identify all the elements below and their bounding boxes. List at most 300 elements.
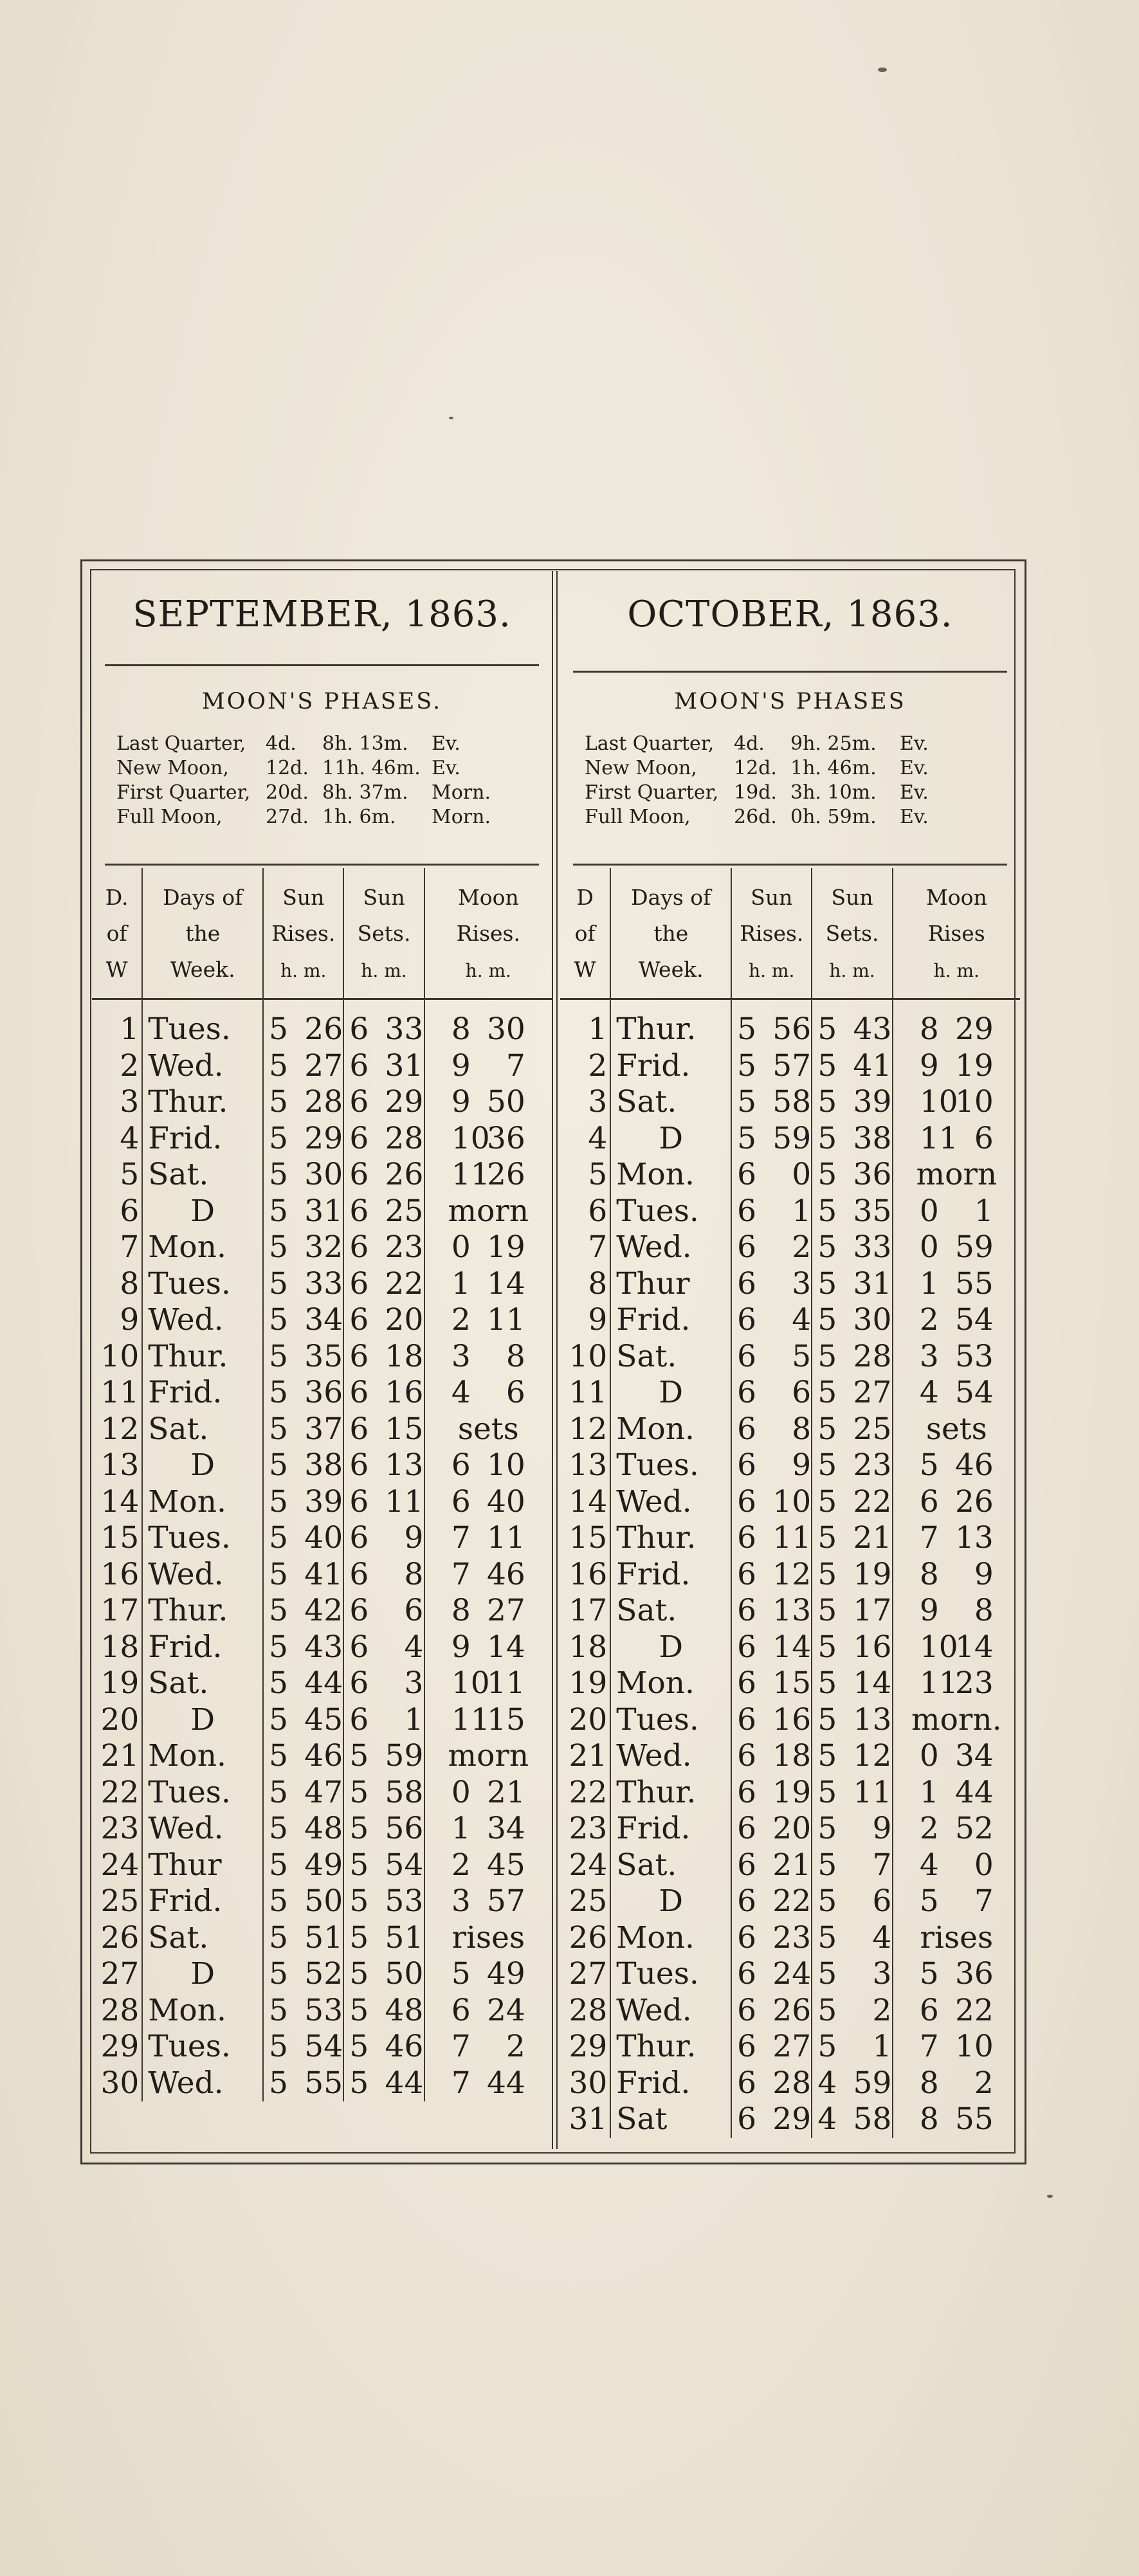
weekday: Mon.: [142, 1229, 263, 1266]
sun-sets-cell: [812, 1339, 892, 1375]
sun-sets-cell: [812, 1629, 892, 1666]
time-value: 5 27: [269, 1048, 343, 1084]
time-value: 6 4: [737, 1302, 812, 1338]
time-value: 7 2: [451, 2029, 525, 2064]
sun-rises-cell: [263, 1847, 343, 1884]
sun-rises-cell: [731, 1157, 812, 1193]
weekday: Frid.: [610, 1302, 731, 1339]
moon-rises-cell: [424, 1557, 552, 1593]
time-value: 6 40: [451, 1483, 525, 1519]
time-value: 5 4: [817, 1919, 892, 1955]
weekday: Frid.: [142, 1883, 263, 1920]
month-title: OCTOBER, 1863.: [627, 594, 953, 635]
moon-rises-cell: [893, 1157, 1020, 1193]
sun-sets-cell: [812, 1920, 892, 1957]
table-row: [92, 1266, 552, 1303]
table-row: [560, 1593, 1020, 1629]
weekday: Mon.: [610, 1157, 731, 1193]
sun-sets-cell: [343, 2065, 424, 2102]
time-value: 6 29: [737, 2101, 812, 2137]
time-value: 1 44: [919, 1774, 994, 1810]
day-number: 22: [100, 1774, 140, 1810]
time-value: 5 48: [269, 1811, 343, 1846]
day-number: 25: [569, 1883, 608, 1919]
sun-rises-cell: [731, 1121, 812, 1157]
time-value: 9 14: [451, 1629, 525, 1665]
weekday: Sat.: [610, 1084, 731, 1121]
sun-sets-cell: [343, 1447, 424, 1484]
header-moon-rises: Moon Rises. h. m.: [424, 868, 552, 999]
weekday: Tues.: [142, 1266, 263, 1303]
sun-rises-cell: [731, 2101, 812, 2138]
time-value: 3 8: [451, 1338, 525, 1374]
table-row: [92, 999, 552, 1048]
time-value: 6 6: [349, 1593, 424, 1628]
time-value: 6 8: [349, 1556, 424, 1592]
table-row: [92, 2065, 552, 2102]
sun-sets-cell: [343, 1121, 424, 1157]
table-row: [92, 1229, 552, 1266]
table-row: [560, 1193, 1020, 1230]
table-row: [560, 1229, 1020, 1266]
sun-sets-cell: [812, 1956, 892, 1993]
weekday: D: [610, 1883, 731, 1920]
table-row: [560, 1520, 1020, 1557]
time-value: 3 57: [451, 1883, 525, 1919]
time-value: 5 29: [269, 1120, 343, 1156]
weekday: Mon.: [610, 1920, 731, 1957]
table-row: [92, 1048, 552, 1085]
sun-sets-cell: [343, 1157, 424, 1193]
moon-rises-cell: [424, 1484, 552, 1521]
table-row: [92, 1883, 552, 1920]
weekday: Tues.: [610, 1702, 731, 1739]
sun-sets-cell: [343, 1956, 424, 1993]
sun-sets-cell: [343, 1339, 424, 1375]
sun-rises-cell: [731, 1484, 812, 1521]
time-value: 6 8: [737, 1411, 812, 1447]
day-number: 24: [100, 1847, 140, 1883]
month-divider: [552, 571, 558, 2149]
time-value: 5 55: [269, 2065, 343, 2101]
day-number: 11: [100, 1375, 140, 1410]
table-row: [92, 1157, 552, 1193]
sun-rises-cell: [263, 1302, 343, 1339]
weekday: Sat.: [142, 1665, 263, 1702]
moon-rises-cell: [424, 1883, 552, 1920]
weekday: Wed.: [142, 2065, 263, 2102]
day-number: 3: [588, 1084, 608, 1120]
time-value: 5 33: [817, 1229, 892, 1265]
day-number: 25: [100, 1883, 140, 1919]
time-value: 5 26: [269, 1011, 343, 1047]
moon-phases-heading: MOON'S PHASES.: [201, 689, 442, 714]
time-value: 5 43: [817, 1011, 892, 1047]
time-word: morn: [448, 1193, 529, 1229]
moon-rises-cell: [424, 2065, 552, 2102]
time-value: 6 13: [737, 1593, 812, 1628]
table-row: [92, 1447, 552, 1484]
table-row: [560, 1883, 1020, 1920]
time-value: 6 12: [737, 1556, 812, 1592]
time-value: 6 18: [349, 1338, 424, 1374]
time-value: 5 46: [269, 1738, 343, 1773]
day-number: 28: [569, 1992, 608, 2028]
table-row: [560, 1302, 1020, 1339]
sun-rises-cell: [263, 2029, 343, 2065]
day-number: 19: [569, 1665, 608, 1701]
sun-sets-cell: [812, 1993, 892, 2029]
table-row: [92, 1520, 552, 1557]
time-value: 5 6: [817, 1883, 892, 1919]
sun-sets-cell: [812, 1375, 892, 1411]
header-sun-sets: Sun Sets. h. m.: [343, 868, 424, 999]
table-row: [560, 1411, 1020, 1448]
day-number: 15: [569, 1520, 608, 1556]
sun-sets-cell: [812, 1484, 892, 1521]
paper-blemish: [1047, 2195, 1053, 2198]
moon-rises-cell: [893, 1229, 1020, 1266]
table-header-row: [560, 868, 1020, 999]
time-value: 6 25: [349, 1193, 424, 1229]
moon-rises-cell: [424, 1339, 552, 1375]
moon-rises-cell: [424, 1738, 552, 1775]
day-number: 12: [569, 1411, 608, 1447]
time-value: 9 19: [919, 1048, 994, 1084]
table-row: [92, 1484, 552, 1521]
weekday: Frid.: [142, 1375, 263, 1411]
table-row: [92, 1375, 552, 1411]
sun-sets-cell: [812, 1738, 892, 1775]
day-number: 2: [588, 1048, 608, 1084]
table-row: [92, 1775, 552, 1811]
time-value: 6 1: [737, 1193, 812, 1229]
time-value: 5 41: [817, 1048, 892, 1084]
sun-sets-cell: [343, 1993, 424, 2029]
moon-rises-cell: [424, 1811, 552, 1847]
day-number: 24: [569, 1847, 608, 1883]
phase-full-moon: Full Moon, 27d. 1h. 6m. Morn.: [116, 806, 491, 828]
time-value: 5 22: [817, 1483, 892, 1519]
day-number: 9: [120, 1302, 140, 1338]
table-row: [560, 1447, 1020, 1484]
time-value: 5 32: [269, 1229, 343, 1265]
sun-sets-cell: [812, 1048, 892, 1085]
weekday: Wed.: [142, 1811, 263, 1847]
day-number: 19: [100, 1665, 140, 1701]
day-number: 2: [120, 1048, 140, 1084]
time-value: 5 28: [817, 1338, 892, 1374]
weekday: Wed.: [610, 1229, 731, 1266]
time-value: 6 20: [737, 1811, 812, 1846]
time-value: 4 58: [817, 2101, 892, 2137]
day-number: 26: [569, 1919, 608, 1955]
moon-rises-cell: [424, 1447, 552, 1484]
time-value: 5 36: [919, 1956, 994, 1991]
day-number: 10: [569, 1338, 608, 1374]
moon-rises-cell: [893, 1847, 1020, 1884]
day-number: 29: [569, 2029, 608, 2064]
day-number: 18: [100, 1629, 140, 1665]
paper-blemish: [449, 417, 453, 419]
header-day-of-week: D. of W: [92, 868, 142, 999]
time-value: 5 53: [269, 1992, 343, 2028]
weekday: Sat.: [142, 1920, 263, 1957]
sun-sets-cell: [343, 1811, 424, 1847]
table-row: [560, 1375, 1020, 1411]
time-value: 6 31: [349, 1048, 424, 1084]
day-number: 5: [588, 1157, 608, 1192]
table-row: [560, 1339, 1020, 1375]
weekday: D: [610, 1629, 731, 1666]
time-value: 5 3: [817, 1956, 892, 1991]
weekday: Frid.: [610, 1557, 731, 1593]
moon-rises-cell: [893, 1920, 1020, 1957]
weekday: Wed.: [142, 1048, 263, 1085]
sun-rises-cell: [263, 1375, 343, 1411]
table-row: [92, 1811, 552, 1847]
day-number: 5: [120, 1157, 140, 1192]
sun-rises-cell: [731, 1956, 812, 1993]
day-number: 31: [569, 2101, 608, 2137]
weekday: Tues.: [610, 1193, 731, 1230]
moon-rises-cell: [893, 1775, 1020, 1811]
weekday: Wed.: [610, 1484, 731, 1521]
sun-rises-cell: [263, 1811, 343, 1847]
sun-sets-cell: [343, 1266, 424, 1303]
sun-rises-cell: [731, 1593, 812, 1629]
day-number: 7: [588, 1229, 608, 1265]
moon-rises-cell: [893, 1993, 1020, 2029]
time-value: 5 33: [269, 1265, 343, 1302]
time-value: 5 53: [349, 1883, 424, 1919]
time-value: 11 26: [451, 1157, 525, 1192]
day-number: 14: [100, 1483, 140, 1519]
moon-rises-cell: [893, 1339, 1020, 1375]
paper-blemish: [878, 68, 887, 72]
time-value: 5 30: [817, 1302, 892, 1338]
table-row: [560, 1775, 1020, 1811]
time-value: 6 28: [349, 1120, 424, 1156]
table-row: [92, 1193, 552, 1230]
header-days-of-week: Days of the Week.: [610, 868, 731, 999]
moon-rises-cell: [893, 1121, 1020, 1157]
moon-rises-cell: [893, 1484, 1020, 1521]
day-number: 28: [100, 1992, 140, 2028]
sun-rises-cell: [731, 1811, 812, 1847]
time-value: 0 1: [919, 1193, 994, 1229]
time-value: 1 14: [451, 1265, 525, 1302]
sun-sets-cell: [343, 1084, 424, 1121]
weekday: Thur.: [610, 1775, 731, 1811]
time-value: 6 28: [737, 2065, 812, 2101]
sun-rises-cell: [731, 1339, 812, 1375]
moon-rises-cell: [424, 1993, 552, 2029]
sun-rises-cell: [731, 1447, 812, 1484]
moon-rises-cell: [893, 1956, 1020, 1993]
time-value: 9 50: [451, 1084, 525, 1120]
time-value: 6 26: [349, 1157, 424, 1192]
sun-rises-cell: [263, 1557, 343, 1593]
sun-sets-cell: [343, 1883, 424, 1920]
sun-sets-cell: [343, 1629, 424, 1666]
sun-rises-cell: [263, 1593, 343, 1629]
sun-rises-cell: [731, 999, 812, 1048]
time-value: 5 39: [817, 1084, 892, 1120]
day-number: 29: [100, 2029, 140, 2064]
sun-sets-cell: [343, 1702, 424, 1739]
sun-rises-cell: [731, 1738, 812, 1775]
weekday: Frid.: [142, 1121, 263, 1157]
weekday: D: [142, 1702, 263, 1739]
weekday: Tues.: [142, 1520, 263, 1557]
sun-sets-cell: [812, 1557, 892, 1593]
moon-rises-cell: [424, 1956, 552, 1993]
moon-rises-cell: [424, 1520, 552, 1557]
time-value: 0 21: [451, 1774, 525, 1810]
weekday: Wed.: [610, 1993, 731, 2029]
time-value: 11 23: [919, 1665, 994, 1701]
time-value: 6 3: [349, 1665, 424, 1701]
time-value: 5 49: [451, 1956, 525, 1991]
sun-sets-cell: [343, 1557, 424, 1593]
time-value: 8 55: [919, 2101, 994, 2137]
time-value: 6 27: [737, 2029, 812, 2064]
sun-sets-cell: [812, 2101, 892, 2138]
time-value: 6 1: [349, 1701, 424, 1737]
day-number: 12: [100, 1411, 140, 1447]
sun-rises-cell: [731, 1629, 812, 1666]
moon-rises-cell: [893, 1883, 1020, 1920]
day-number: 6: [588, 1193, 608, 1229]
weekday: Frid.: [610, 2065, 731, 2102]
day-number: 8: [588, 1265, 608, 1302]
weekday: Tues.: [142, 1775, 263, 1811]
time-value: 10 10: [919, 1084, 994, 1120]
sun-sets-cell: [812, 2065, 892, 2102]
moon-rises-cell: [893, 1629, 1020, 1666]
time-value: 4 59: [817, 2065, 892, 2101]
day-number: 27: [569, 1956, 608, 1991]
table-row: [560, 2101, 1020, 2138]
weekday: D: [610, 1121, 731, 1157]
time-value: 8 30: [451, 1011, 525, 1047]
time-value: 5 48: [349, 1992, 424, 2028]
time-value: 6 14: [737, 1629, 812, 1665]
time-value: 6 20: [349, 1302, 424, 1338]
table-row: [92, 2029, 552, 2065]
table-row: [560, 1629, 1020, 1666]
moon-rises-cell: [893, 1193, 1020, 1230]
sun-sets-cell: [343, 1847, 424, 1884]
table-row: [92, 1993, 552, 2029]
time-value: 6 21: [737, 1847, 812, 1883]
time-value: 6 2: [737, 1229, 812, 1265]
sun-rises-cell: [731, 1920, 812, 1957]
day-number: 20: [569, 1701, 608, 1737]
sun-sets-cell: [812, 1302, 892, 1339]
table-row: [560, 1157, 1020, 1193]
moon-rises-cell: [893, 1411, 1020, 1448]
sun-sets-cell: [343, 1520, 424, 1557]
sun-rises-cell: [263, 1775, 343, 1811]
table-row: [92, 1302, 552, 1339]
moon-rises-cell: [893, 1302, 1020, 1339]
sun-rises-cell: [731, 1993, 812, 2029]
time-word: morn: [448, 1738, 529, 1773]
october-panel: [560, 571, 1020, 2149]
moon-rises-cell: [893, 1702, 1020, 1739]
time-value: 6 33: [349, 1011, 424, 1047]
day-number: 1: [120, 1011, 140, 1047]
time-value: 5 58: [349, 1774, 424, 1810]
sun-sets-cell: [812, 1847, 892, 1884]
header-sun-rises: Sun Rises. h. m.: [263, 868, 343, 999]
sun-sets-cell: [343, 1411, 424, 1448]
time-value: 5 36: [269, 1375, 343, 1410]
weekday: Sat.: [610, 1593, 731, 1629]
sun-sets-cell: [343, 1593, 424, 1629]
time-value: 5 44: [349, 2065, 424, 2101]
time-value: 5 1: [817, 2029, 892, 2064]
sun-sets-cell: [812, 1520, 892, 1557]
moon-rises-cell: [424, 1121, 552, 1157]
sun-rises-cell: [731, 1375, 812, 1411]
time-value: 5 39: [269, 1483, 343, 1519]
time-value: 6 26: [919, 1483, 994, 1519]
day-number: 17: [100, 1593, 140, 1628]
weekday: Frid.: [610, 1811, 731, 1847]
september-panel: [92, 571, 552, 2149]
day-number: 30: [100, 2065, 140, 2101]
time-value: 5 56: [737, 1011, 812, 1047]
time-value: 6 16: [737, 1701, 812, 1737]
weekday: Thur.: [142, 1339, 263, 1375]
sun-rises-cell: [731, 1775, 812, 1811]
weekday: D: [610, 1375, 731, 1411]
table-row: [560, 1121, 1020, 1157]
day-number: 13: [100, 1447, 140, 1483]
sun-rises-cell: [263, 1484, 343, 1521]
weekday: Sat.: [610, 1339, 731, 1375]
time-value: 6 22: [349, 1265, 424, 1302]
time-value: 9 8: [919, 1593, 994, 1628]
moon-rises-cell: [893, 2065, 1020, 2102]
time-value: 6 16: [349, 1375, 424, 1410]
time-value: 9 7: [451, 1048, 525, 1084]
time-value: 5 25: [817, 1411, 892, 1447]
time-value: 6 15: [349, 1411, 424, 1447]
table-row: [92, 1339, 552, 1375]
time-value: 8 29: [919, 1011, 994, 1047]
moon-phases-list: [585, 732, 1009, 830]
weekday: Sat.: [610, 1847, 731, 1884]
moon-rises-cell: [424, 1775, 552, 1811]
day-number: 23: [100, 1811, 140, 1846]
sun-sets-cell: [812, 1193, 892, 1230]
weekday: Thur.: [610, 999, 731, 1048]
time-value: 5 38: [817, 1120, 892, 1156]
table-row: [560, 1993, 1020, 2029]
weekday: Tues.: [142, 999, 263, 1048]
weekday: Mon.: [142, 1738, 263, 1775]
phases-rule: [573, 864, 1007, 866]
weekday: Frid.: [142, 1629, 263, 1666]
table-row: [92, 1084, 552, 1121]
sun-rises-cell: [731, 1883, 812, 1920]
day-number: 1: [588, 1011, 608, 1047]
time-value: 7 11: [451, 1520, 525, 1556]
